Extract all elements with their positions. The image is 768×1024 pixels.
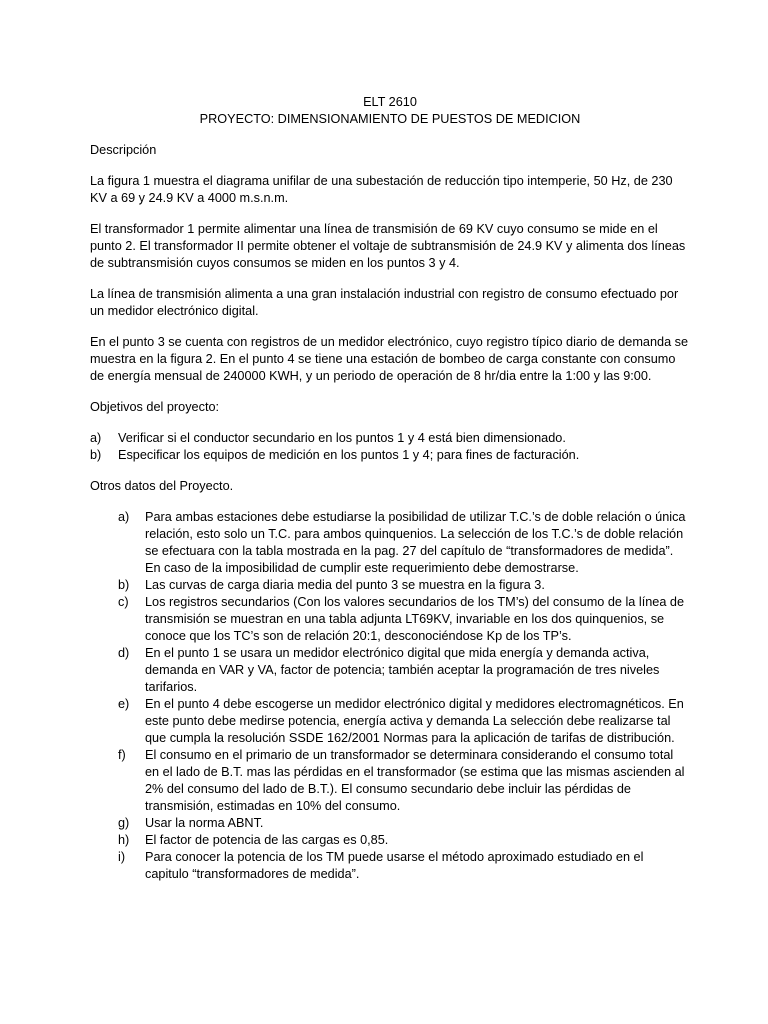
description-heading: Descripción	[90, 143, 157, 157]
list-item	[118, 832, 690, 849]
objectives-list	[90, 430, 690, 464]
description-paragraph-2: El transformador 1 permite alimentar una línea de transmisión de 69 KV cuyo consumo se mide en el punto 2. El transformador II permite obtener el voltaje de subtransmisión de 24.9 KV y alimenta dos líneas de subtransmisión cuyos consumos se miden en los puntos 3 y 4.	[90, 222, 686, 270]
course-code: ELT 2610	[363, 95, 417, 109]
list-item-label: i)	[118, 850, 126, 864]
document-page	[90, 94, 690, 883]
list-item	[90, 447, 690, 464]
list-item-text: Usar la norma ABNT.	[145, 816, 264, 830]
list-item-text: Los registros secundarios (Con los valores secundarios de los TM’s) del consumo de la línea de transmisión se muestran en una tabla adjunta LT69KV, invariable en los dos quinquenios, se conoce que los TC’s son de relación 20:1, desconociéndose Kp de los TP’s.	[145, 595, 685, 643]
list-item	[118, 594, 690, 645]
project-title: PROYECTO: DIMENSIONAMIENTO DE PUESTOS DE MEDICION	[199, 112, 581, 126]
list-item	[118, 577, 690, 594]
list-item-label: a)	[90, 431, 102, 445]
list-item-label: b)	[118, 578, 130, 592]
list-item-text: Para conocer la potencia de los TM puede usarse el método aproximado estudiado en el capitulo “transformadores de medida”.	[145, 850, 644, 881]
list-item	[90, 430, 690, 447]
list-item-label: b)	[90, 448, 102, 462]
list-item-text: El consumo en el primario de un transformador se determinara considerando el consumo total en el lado de B.T. mas las pérdidas en el transformador (se estima que las mismas ascienden al 2% del consumo del lado de B.T.). El consumo secundario debe incluir las pérdidas de transmisión, estimadas en 10% del consumo.	[145, 748, 685, 813]
list-item	[118, 747, 690, 815]
list-item-label: f)	[118, 748, 126, 762]
list-item-text: Especificar los equipos de medición en los puntos 1 y 4; para fines de facturación.	[118, 448, 580, 462]
list-item-text: En el punto 1 se usara un medidor electrónico digital que mida energía y demanda activa, demanda en VAR y VA, factor de potencia; también aceptar la programación de tres niveles tarifarios.	[145, 646, 660, 694]
list-item-label: h)	[118, 833, 130, 847]
other-data-heading: Otros datos del Proyecto.	[90, 479, 234, 493]
objectives-heading: Objetivos del proyecto:	[90, 400, 220, 414]
description-paragraph-1: La figura 1 muestra el diagrama unifilar de una subestación de reducción tipo intemperie, 50 Hz, de 230 KV a 69 y 24.9 KV a 4000 m.s.n.m.	[90, 174, 673, 205]
list-item	[118, 815, 690, 832]
other-data-list	[118, 509, 690, 883]
list-item-label: g)	[118, 816, 130, 830]
list-item	[118, 696, 690, 747]
list-item-text: Verificar si el conductor secundario en los puntos 1 y 4 está bien dimensionado.	[118, 431, 566, 445]
list-item	[118, 509, 690, 577]
list-item-text: Para ambas estaciones debe estudiarse la posibilidad de utilizar T.C.’s de doble relación o única relación, esto solo un T.C. para ambos quinquenios. La selección de los T.C.’s de doble relación se efectuara con la tabla mostrada en la pag. 27 del capítulo de “transformadores de medida”. En caso de la imposibilidad de cumplir este requerimiento debe demostrarse.	[145, 510, 686, 575]
list-item-label: a)	[118, 510, 130, 524]
description-paragraph-4: En el punto 3 se cuenta con registros de un medidor electrónico, cuyo registro típico diario de demanda se muestra en la figura 2. En el punto 4 se tiene una estación de bombeo de carga constante con consumo de energía mensual de 240000 KWH, y un periodo de operación de 8 hr/dia entre la 1:00 y las 9:00.	[90, 335, 689, 383]
list-item	[118, 849, 690, 883]
list-item-label: c)	[118, 595, 129, 609]
list-item-text: El factor de potencia de las cargas es 0,85.	[145, 833, 389, 847]
list-item	[118, 645, 690, 696]
list-item-label: e)	[118, 697, 130, 711]
list-item-text: Las curvas de carga diaria media del punto 3 se muestra en la figura 3.	[145, 578, 545, 592]
list-item-label: d)	[118, 646, 130, 660]
list-item-text: En el punto 4 debe escogerse un medidor electrónico digital y medidores electromagnéticos. En este punto debe medirse potencia, energía activa y demanda La selección debe realizarse tal que cumpla la resolución SSDE 162/2001 Normas para la aplicación de tarifas de distribución.	[145, 697, 684, 745]
description-paragraph-3: La línea de transmisión alimenta a una gran instalación industrial con registro de consumo efectuado por un medidor electrónico digital.	[90, 287, 679, 318]
